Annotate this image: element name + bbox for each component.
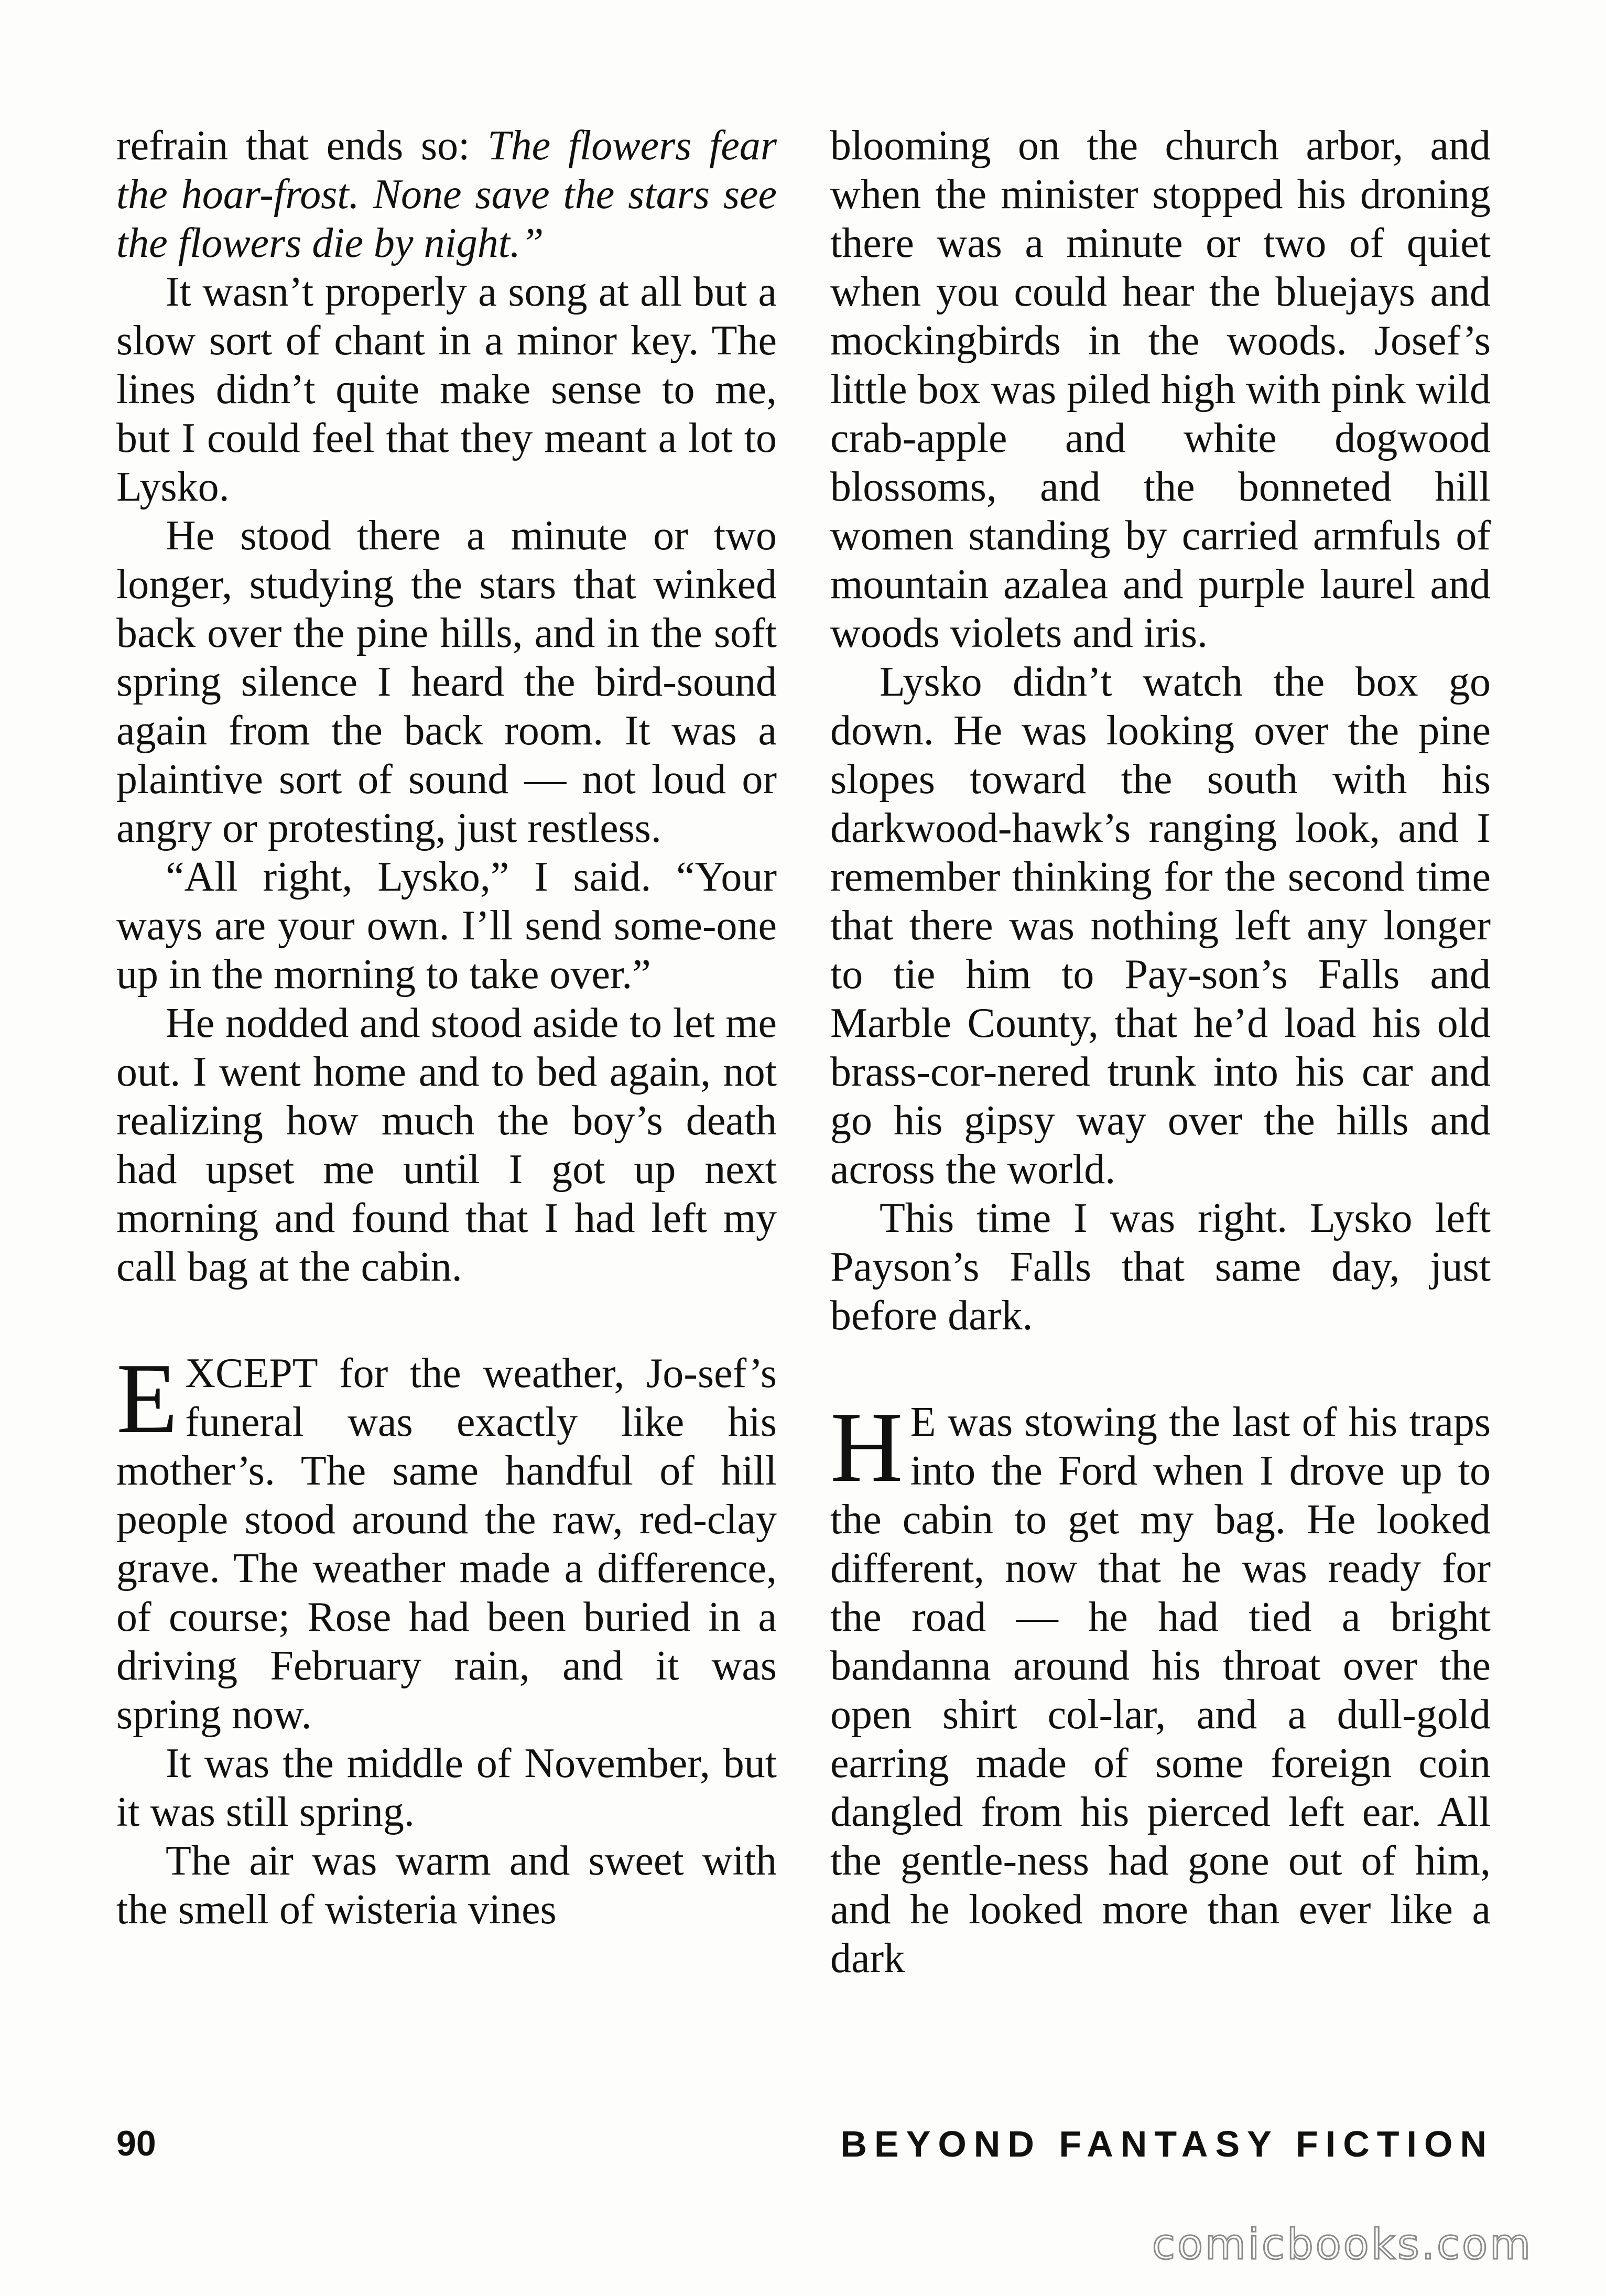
paragraph: blooming on the church arbor, and when the minister stopped his droning there was a minute or two of quiet when you could hear the bluejays and mockingbirds in the woods. Josef’s little box was piled high with pink wild crab-apple and white dogwood blossoms, and the bonneted hill women standing by carried armfuls of mountain azalea and purple laurel and woods violets and iris. (830, 123, 1491, 656)
drop-cap: H (830, 1391, 903, 1503)
section-opener-text: XCEPT for the weather, Jo-sef’s funeral was exactly like his mother’s. The same handful of hill people stood around the raw, red-clay grave. The weather made a difference, of course; Rose had been buried in a driving February rain, and it was spring now. (116, 1350, 777, 1738)
italic-refrain: The flowers fear the hoar-frost. None save the stars see the flowers die by night.” (116, 123, 777, 266)
section-opener (830, 1391, 1491, 1983)
right-column (830, 122, 1491, 1983)
paragraph-text: refrain that ends so: (116, 123, 488, 169)
paragraph: “All right, Lysko,” I said. “Your ways are your own. I’ll send some-one up in the morning to take over.” (116, 854, 777, 998)
paragraph: Lysko didn’t watch the box go down. He was looking over the pine slopes toward the south with his darkwood-hawk’s ranging look, and I remember thinking for the second time that there was nothing left any longer to tie him to Pay-son’s Falls and Marble County, that he’d load his old brass-cor-nered trunk into his car and go his gipsy way over the hills and across the world. (830, 659, 1491, 1193)
paragraph: He stood there a minute or two longer, studying the stars that winked back over the pine hills, and in the soft spring silence I heard the bird-sound again from the back room. It was a plaintive sort of sound — not loud or angry or protesting, just restless. (116, 513, 777, 851)
section-break (116, 1292, 777, 1349)
paragraph: The air was warm and sweet with the smell of wisteria vines (116, 1838, 777, 1933)
page-number: 90 (116, 2124, 156, 2163)
section-opener-text: E was stowing the last of his traps into the Ford when I drove up to the cabin to get my bag. He looked different, now that he was ready for the road — he had tied a bright bandanna around his throat over the open shirt col-lar, and a dull-gold earring made of some foreign coin dangled from his pierced left ear. All the gentle-ness had gone out of him, and he looked more than ever like a dark (830, 1399, 1491, 1981)
left-column (116, 122, 777, 1934)
paragraph: He nodded and stood aside to let me out. I went home and to bed again, not realizing how much the boy’s death had upset me until I got up next morning and found that I had left my call bag at the cabin. (116, 1000, 777, 1290)
magazine-title: BEYOND FANTASY FICTION (840, 2124, 1494, 2164)
watermark: comicbooks.com (1152, 2220, 1533, 2269)
paragraph (116, 122, 777, 268)
drop-cap: E (116, 1342, 178, 1454)
paragraph: It was the middle of November, but it was still spring. (116, 1740, 777, 1835)
page-footer (116, 2123, 1494, 2175)
paragraph: It wasn’t properly a song at all but a slow sort of chant in a minor key. The lines didn’t quite make sense to me, but I could feel that they meant a lot to Lysko. (116, 269, 777, 510)
section-break (830, 1340, 1491, 1398)
paragraph: This time I was right. Lysko left Payson’s Falls that same day, just before dark. (830, 1195, 1491, 1339)
section-opener (116, 1342, 777, 1739)
